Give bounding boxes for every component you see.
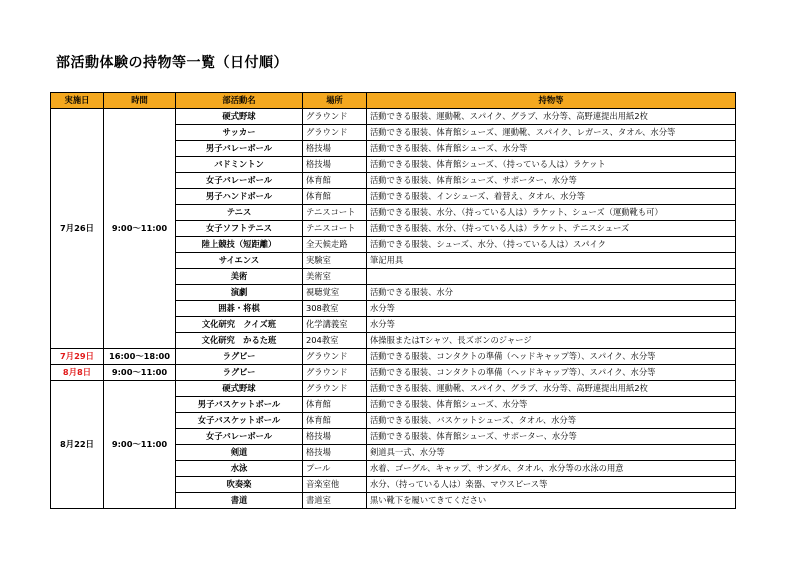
- club-cell: 女子バレーボール: [176, 173, 303, 189]
- items-cell: 筆記用具: [367, 253, 736, 269]
- club-cell: 文化研究 クイズ班: [176, 317, 303, 333]
- club-cell: サイエンス: [176, 253, 303, 269]
- club-cell: テニス: [176, 205, 303, 221]
- place-cell: 格技場: [303, 429, 367, 445]
- club-cell: 書道: [176, 493, 303, 509]
- header-row: [51, 93, 736, 109]
- place-cell: 体育館: [303, 173, 367, 189]
- table-row: [51, 349, 736, 365]
- place-cell: テニスコート: [303, 205, 367, 221]
- items-cell: 水分、（持っている人は）楽器、マウスピース等: [367, 477, 736, 493]
- place-cell: 体育館: [303, 189, 367, 205]
- date-cell: 8月22日: [51, 381, 104, 509]
- items-cell: 活動できる服装、体育館シューズ、運動靴、スパイク、レガース、タオル、水分等: [367, 125, 736, 141]
- club-cell: 剣道: [176, 445, 303, 461]
- header-time: 時間: [104, 93, 176, 109]
- items-cell: 黒い靴下を履いてきてください: [367, 493, 736, 509]
- date-cell: 8月8日: [51, 365, 104, 381]
- items-cell: 水着、ゴーグル、キャップ、サンダル、タオル、水分等の水泳の用意: [367, 461, 736, 477]
- club-cell: 男子バレーボール: [176, 141, 303, 157]
- date-cell: 7月26日: [51, 109, 104, 349]
- time-cell: 9:00～11:00: [104, 365, 176, 381]
- items-cell: 活動できる服装、コンタクトの準備（ヘッドキャップ等）、スパイク、水分等: [367, 349, 736, 365]
- time-cell: 9:00～11:00: [104, 381, 176, 509]
- items-cell: 活動できる服装、体育館シューズ、水分等: [367, 141, 736, 157]
- place-cell: 化学講義室: [303, 317, 367, 333]
- items-cell: 活動できる服装、体育館シューズ、水分等: [367, 397, 736, 413]
- place-cell: 308教室: [303, 301, 367, 317]
- items-cell: 活動できる服装、体育館シューズ、サポーター、水分等: [367, 429, 736, 445]
- place-cell: グラウンド: [303, 365, 367, 381]
- items-cell: 活動できる服装、運動靴、スパイク、グラブ、水分等、高野連提出用紙2枚: [367, 381, 736, 397]
- club-cell: 水泳: [176, 461, 303, 477]
- place-cell: テニスコート: [303, 221, 367, 237]
- items-cell: 活動できる服装、水分、（持っている人は）ラケット、シューズ（運動靴も可）: [367, 205, 736, 221]
- place-cell: 格技場: [303, 157, 367, 173]
- place-cell: グラウンド: [303, 381, 367, 397]
- place-cell: 体育館: [303, 413, 367, 429]
- club-cell: 文化研究 かるた班: [176, 333, 303, 349]
- place-cell: 視聴覚室: [303, 285, 367, 301]
- items-cell: 水分等: [367, 301, 736, 317]
- club-cell: 硬式野球: [176, 381, 303, 397]
- place-cell: グラウンド: [303, 349, 367, 365]
- club-cell: ラグビー: [176, 365, 303, 381]
- items-cell: 活動できる服装、インシューズ、着替え、タオル、水分等: [367, 189, 736, 205]
- items-cell: 活動できる服装、コンタクトの準備（ヘッドキャップ等）、スパイク、水分等: [367, 365, 736, 381]
- items-cell: [367, 269, 736, 285]
- club-cell: サッカー: [176, 125, 303, 141]
- club-cell: 硬式野球: [176, 109, 303, 125]
- place-cell: 美術室: [303, 269, 367, 285]
- club-cell: バドミントン: [176, 157, 303, 173]
- club-cell: 女子ソフトテニス: [176, 221, 303, 237]
- header-date: 実施日: [51, 93, 104, 109]
- club-cell: 女子バスケットボール: [176, 413, 303, 429]
- time-cell: 16:00～18:00: [104, 349, 176, 365]
- place-cell: 格技場: [303, 141, 367, 157]
- items-cell: 体操服またはTシャツ、長ズボンのジャージ: [367, 333, 736, 349]
- club-cell: 男子バスケットボール: [176, 397, 303, 413]
- header-items: 持物等: [367, 93, 736, 109]
- club-cell: 囲碁・将棋: [176, 301, 303, 317]
- club-cell: 女子バレーボール: [176, 429, 303, 445]
- items-cell: 活動できる服装、体育館シューズ、サポーター、水分等: [367, 173, 736, 189]
- place-cell: 204教室: [303, 333, 367, 349]
- place-cell: グラウンド: [303, 109, 367, 125]
- place-cell: 体育館: [303, 397, 367, 413]
- items-cell: 活動できる服装、体育館シューズ、（持っている人は）ラケット: [367, 157, 736, 173]
- schedule-body: [51, 109, 736, 509]
- items-cell: 活動できる服装、バスケットシューズ、タオル、水分等: [367, 413, 736, 429]
- club-cell: 男子ハンドボール: [176, 189, 303, 205]
- table-row: [51, 365, 736, 381]
- header-place: 場所: [303, 93, 367, 109]
- club-cell: 美術: [176, 269, 303, 285]
- club-cell: 演劇: [176, 285, 303, 301]
- schedule-table: [50, 92, 736, 509]
- place-cell: グラウンド: [303, 125, 367, 141]
- items-cell: 活動できる服装、水分: [367, 285, 736, 301]
- items-cell: 水分等: [367, 317, 736, 333]
- club-cell: 陸上競技（短距離）: [176, 237, 303, 253]
- table-row: [51, 381, 736, 397]
- items-cell: 活動できる服装、シューズ、水分、（持っている人は）スパイク: [367, 237, 736, 253]
- date-cell: 7月29日: [51, 349, 104, 365]
- items-cell: 活動できる服装、運動靴、スパイク、グラブ、水分等、高野連提出用紙2枚: [367, 109, 736, 125]
- time-cell: 9:00～11:00: [104, 109, 176, 349]
- table-row: [51, 109, 736, 125]
- header-club: 部活動名: [176, 93, 303, 109]
- items-cell: 活動できる服装、水分、（持っている人は）ラケット、テニスシューズ: [367, 221, 736, 237]
- place-cell: 書道室: [303, 493, 367, 509]
- place-cell: プール: [303, 461, 367, 477]
- place-cell: 実験室: [303, 253, 367, 269]
- place-cell: 全天候走路: [303, 237, 367, 253]
- place-cell: 格技場: [303, 445, 367, 461]
- items-cell: 剣道具一式、水分等: [367, 445, 736, 461]
- club-cell: 吹奏楽: [176, 477, 303, 493]
- place-cell: 音楽室他: [303, 477, 367, 493]
- page-title: 部活動体験の持物等一覧（日付順）: [56, 55, 288, 71]
- club-cell: ラグビー: [176, 349, 303, 365]
